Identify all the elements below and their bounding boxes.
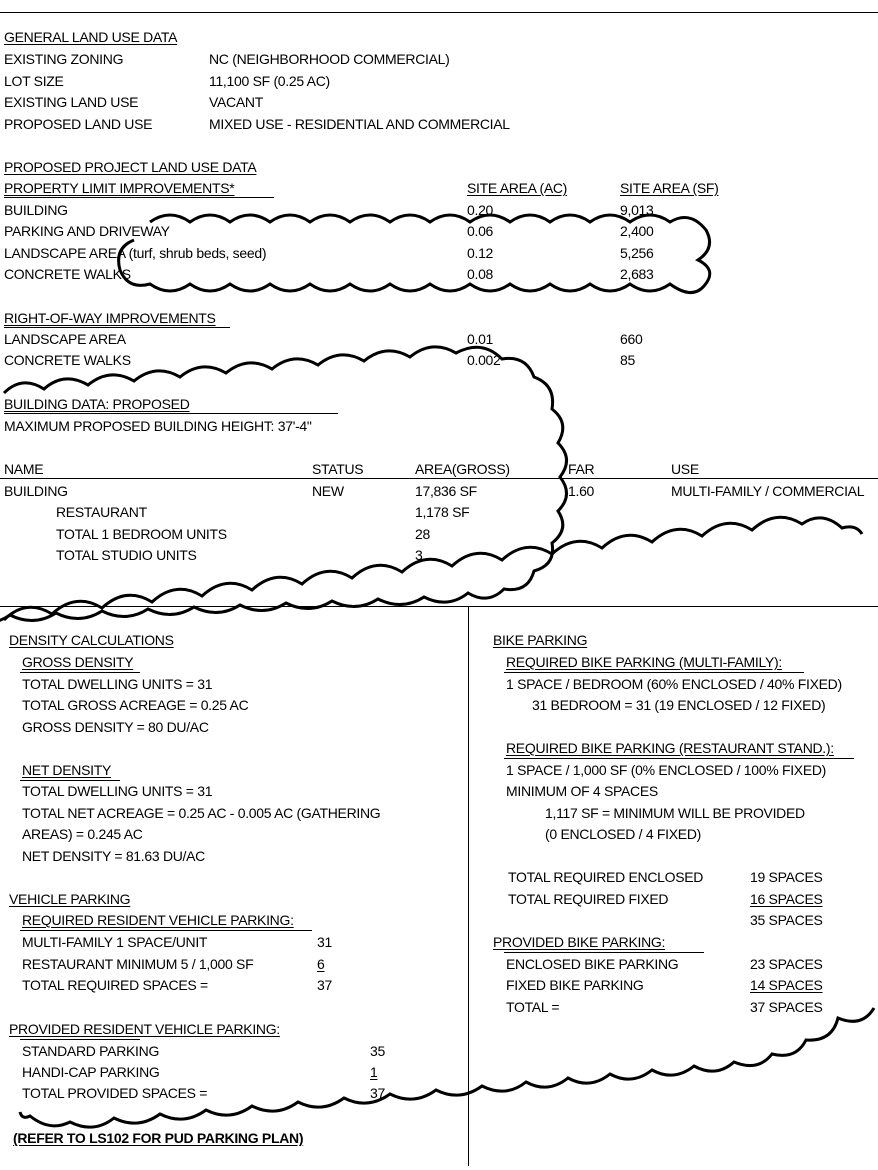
building-use: MULTI-FAMILY / COMMERCIAL <box>671 483 865 499</box>
bike-required-total-label: TOTAL REQUIRED ENCLOSED <box>508 869 704 885</box>
net-density-line: NET DENSITY = 81.63 DU/AC <box>22 848 205 864</box>
building-sub-name: TOTAL 1 BEDROOM UNITS <box>56 526 227 542</box>
bike-provided-label: FIXED BIKE PARKING <box>506 977 644 993</box>
right-of-way-row-label: LANDSCAPE AREA <box>4 331 126 347</box>
land-use-row-label: BUILDING <box>4 202 68 218</box>
column-header-area: AREA(GROSS) <box>415 461 510 477</box>
bike-provided-value: 37 SPACES <box>750 999 823 1015</box>
revision-cloud-lower <box>4 517 874 1127</box>
max-building-height: MAXIMUM PROPOSED BUILDING HEIGHT: 37'-4" <box>4 418 312 434</box>
bike-provided-label: ENCLOSED BIKE PARKING <box>506 956 679 972</box>
provided-vehicle-value: 35 <box>370 1043 385 1059</box>
gross-density-line: TOTAL DWELLING UNITS = 31 <box>22 676 213 692</box>
general-row-label: EXISTING LAND USE <box>4 94 139 110</box>
general-row-label: LOT SIZE <box>4 73 64 89</box>
gross-density-heading: GROSS DENSITY <box>22 654 134 670</box>
column-header-status: STATUS <box>312 461 364 477</box>
provided-vehicle-value: 1 <box>370 1064 378 1080</box>
provided-vehicle-label: HANDI-CAP PARKING <box>22 1064 160 1080</box>
building-status: NEW <box>312 483 344 499</box>
general-row-value: NC (NEIGHBORHOOD COMMERCIAL) <box>209 51 450 67</box>
land-use-row-label: PARKING AND DRIVEWAY <box>4 223 170 239</box>
bike-restaurant-line: 1,117 SF = MINIMUM WILL BE PROVIDED <box>545 805 805 821</box>
general-row-value: MIXED USE - RESIDENTIAL AND COMMERCIAL <box>209 116 510 132</box>
bike-mf-line: 31 BEDROOM = 31 (19 ENCLOSED / 12 FIXED) <box>532 697 826 713</box>
bike-provided-value: 14 SPACES <box>750 977 823 993</box>
bike-mf-line: 1 SPACE / BEDROOM (60% ENCLOSED / 40% FIXED) <box>506 676 842 692</box>
table-header-label: PROPERTY LIMIT IMPROVEMENTS* <box>4 180 235 196</box>
revision-cloud-building <box>0 347 567 623</box>
table-header-site-area-ac: SITE AREA (AC) <box>467 180 568 196</box>
building-sub-name: RESTAURANT <box>56 504 147 520</box>
provided-vehicle-label: STANDARD PARKING <box>22 1043 160 1059</box>
required-vehicle-label: MULTI-FAMILY 1 SPACE/UNIT <box>22 934 208 950</box>
provided-vehicle-label: TOTAL PROVIDED SPACES = <box>22 1085 208 1101</box>
bike-mf-heading: REQUIRED BIKE PARKING (MULTI-FAMILY): <box>506 654 782 670</box>
land-use-row-ac: 0.06 <box>467 223 494 239</box>
general-land-use-heading: GENERAL LAND USE DATA <box>4 29 178 45</box>
bike-restaurant-line: 1 SPACE / 1,000 SF (0% ENCLOSED / 100% FIXED) <box>506 762 827 778</box>
right-of-way-row-ac: 0.002 <box>467 352 501 368</box>
building-sub-area: 28 <box>415 526 430 542</box>
land-use-row-ac: 0.08 <box>467 266 494 282</box>
net-density-line: TOTAL NET ACREAGE = 0.25 AC - 0.005 AC (GATHERING <box>22 805 381 821</box>
required-vehicle-parking-heading: REQUIRED RESIDENT VEHICLE PARKING: <box>22 912 294 928</box>
general-row-label: EXISTING ZONING <box>4 51 124 67</box>
vehicle-parking-heading: VEHICLE PARKING <box>9 891 131 907</box>
general-row-value: 11,100 SF (0.25 AC) <box>209 73 330 89</box>
revision-cloud-land-use <box>119 215 710 293</box>
land-use-row-label: LANDSCAPE AREA (turf, shrub beds, seed) <box>4 245 267 261</box>
bike-required-total-value: 16 SPACES <box>750 891 823 907</box>
right-of-way-row-label: CONCRETE WALKS <box>4 352 131 368</box>
building-name: BUILDING <box>4 483 68 499</box>
building-data-heading: BUILDING DATA: PROPOSED <box>4 396 190 412</box>
bike-restaurant-line: MINIMUM OF 4 SPACES <box>506 783 658 799</box>
general-row-value: VACANT <box>209 94 263 110</box>
land-use-row-sf: 5,256 <box>620 245 654 261</box>
building-area: 17,836 SF <box>415 483 477 499</box>
land-use-row-sf: 2,400 <box>620 223 654 239</box>
net-density-line: TOTAL DWELLING UNITS = 31 <box>22 783 213 799</box>
general-row-label: PROPOSED LAND USE <box>4 116 153 132</box>
land-use-row-sf: 2,683 <box>620 266 654 282</box>
building-sub-name: TOTAL STUDIO UNITS <box>56 547 197 563</box>
land-use-row-ac: 0.12 <box>467 245 494 261</box>
project-land-use-heading: PROPOSED PROJECT LAND USE DATA <box>4 159 257 175</box>
provided-vehicle-value: 37 <box>370 1085 385 1101</box>
right-of-way-row-sf: 660 <box>620 331 643 347</box>
bike-provided-value: 23 SPACES <box>750 956 823 972</box>
column-header-name: NAME <box>4 461 44 477</box>
required-vehicle-value: 31 <box>317 934 332 950</box>
land-use-row-sf: 9,013 <box>620 202 654 218</box>
net-density-heading: NET DENSITY <box>22 762 112 778</box>
right-of-way-row-sf: 85 <box>620 352 635 368</box>
required-vehicle-value: 6 <box>317 956 325 972</box>
right-of-way-heading: RIGHT-OF-WAY IMPROVEMENTS <box>4 310 216 326</box>
bike-parking-heading: BIKE PARKING <box>493 632 588 648</box>
building-sub-area: 3 <box>415 547 423 563</box>
provided-vehicle-parking-heading: PROVIDED RESIDENT VEHICLE PARKING: <box>9 1021 280 1037</box>
bike-provided-heading: PROVIDED BIKE PARKING: <box>493 934 666 950</box>
right-of-way-row-ac: 0.01 <box>467 331 494 347</box>
gross-density-line: GROSS DENSITY = 80 DU/AC <box>22 719 209 735</box>
bike-required-total-label: TOTAL REQUIRED FIXED <box>508 891 669 907</box>
density-heading: DENSITY CALCULATIONS <box>9 632 174 648</box>
parking-plan-reference: (REFER TO LS102 FOR PUD PARKING PLAN) <box>13 1130 304 1146</box>
bike-required-total-value: 35 SPACES <box>750 912 823 928</box>
building-sub-area: 1,178 SF <box>415 504 470 520</box>
net-density-line: AREAS) = 0.245 AC <box>22 826 143 842</box>
required-vehicle-label: RESTAURANT MINIMUM 5 / 1,000 SF <box>22 956 254 972</box>
land-use-row-ac: 0.20 <box>467 202 494 218</box>
bike-restaurant-heading: REQUIRED BIKE PARKING (RESTAURANT STAND.): <box>506 740 834 756</box>
land-use-row-label: CONCRETE WALKS <box>4 266 131 282</box>
gross-density-line: TOTAL GROSS ACREAGE = 0.25 AC <box>22 697 249 713</box>
column-header-far: FAR <box>568 461 595 477</box>
building-far: 1.60 <box>568 483 595 499</box>
required-vehicle-value: 37 <box>317 977 332 993</box>
bike-provided-label: TOTAL = <box>506 999 560 1015</box>
column-header-use: USE <box>671 461 699 477</box>
required-vehicle-label: TOTAL REQUIRED SPACES = <box>22 977 208 993</box>
bike-required-total-value: 19 SPACES <box>750 869 823 885</box>
table-header-site-area-sf: SITE AREA (SF) <box>620 180 719 196</box>
bike-restaurant-line: (0 ENCLOSED / 4 FIXED) <box>545 826 701 842</box>
